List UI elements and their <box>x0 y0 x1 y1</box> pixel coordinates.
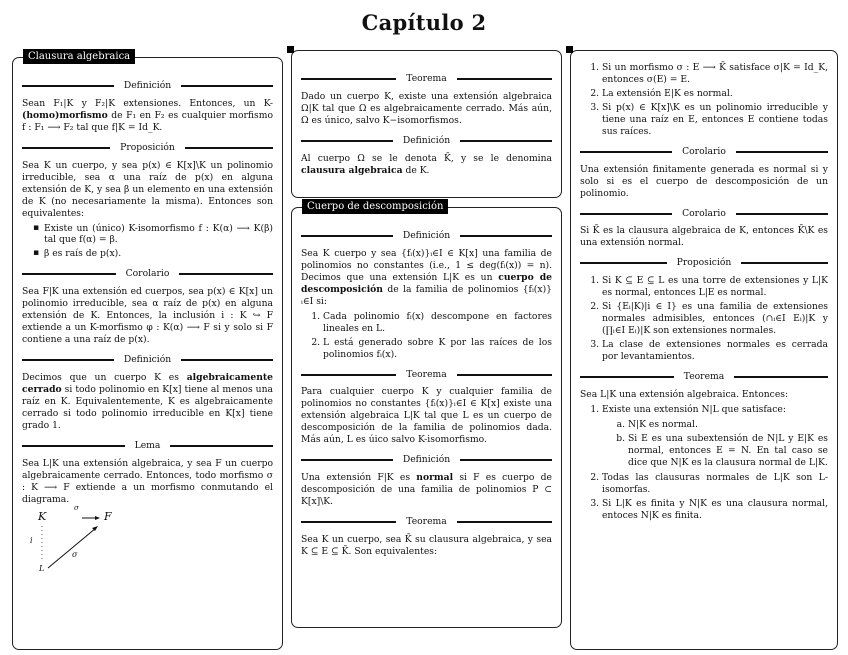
paragraph: Para cualquier cuerpo K y cualquier familia de polinomios no constantes {fᵢ(x)}ᵢ∈I ∈ K[x] existe una extensión algebraica L|K tal que L es un cuerpo de descomposición de la familia de polinomios dada. Más aún, L es úico salvo K-isomorfismo. <box>301 386 552 446</box>
paragraph: Al cuerpo Ω se le denota K̄, y se le denomina clausura algebraica de K. <box>301 152 552 176</box>
diagram-node-f: F <box>104 509 112 523</box>
sub-list <box>602 419 828 469</box>
section-label-descomposicion: Cuerpo de descomposición <box>302 199 448 214</box>
numbered-list <box>580 62 828 138</box>
list-item: 1. Existe una extensión N|L que satisface: a. N|K es normal. b. Si E es una subextensión de N|L y E|K es normal, entonces E = N. En tal caso se dice que N|K es la clausura normal de L|K. <box>602 404 828 469</box>
list-item: 2. Todas las clausuras normales de L|K son L-isomorfas. <box>602 472 828 496</box>
list-item: 3. Si L|K es finita y N|K es una clausura normal, entoces N|K es finita. <box>602 498 828 522</box>
header-proposicion: Proposición <box>580 257 828 269</box>
column-clausura <box>12 51 283 650</box>
corner-marker <box>287 46 294 53</box>
header-definicion: Definición <box>301 454 552 466</box>
commutative-diagram <box>22 503 273 580</box>
header-definicion: Definición <box>301 230 552 242</box>
diagram-label-i: i <box>30 535 33 545</box>
header-teorema: Teorema <box>301 516 552 528</box>
column-normales <box>570 50 838 650</box>
list-item: 2. La extensión E|K es normal. <box>602 88 828 100</box>
header-definicion: Definición <box>22 354 273 366</box>
numbered-list <box>301 311 552 361</box>
corner-marker <box>566 46 573 53</box>
list-item: ▪ β es raís de p(x). <box>44 248 273 260</box>
header-definicion: Definición <box>22 80 273 92</box>
list-item: 1. Cada polinomio fᵢ(x) descompone en factores lineales en L. <box>323 311 552 335</box>
paragraph: Si K̄ es la clausura algebraica de K, entonces K̄\K es una extensión normal. <box>580 225 828 249</box>
numbered-list <box>580 275 828 363</box>
paragraph: Sea L|K una extensión algebraica. Entonces: <box>580 388 789 400</box>
paragraph: Sean F₁|K y F₂|K extensiones. Entonces, un K- (homo)morfismo de F₁ en F₂ es cualquier morfismo f : F₁ ⟶ F₂ tal que f|K = Id_K. <box>22 97 274 133</box>
diagram-label-sigma: σ <box>72 549 78 559</box>
header-teorema: Teorema <box>580 371 828 383</box>
header-lema: Lema <box>22 440 273 452</box>
list-item: 2. L está generado sobre K por las raíces de los polinomios fᵢ(x). <box>323 337 552 361</box>
list-item: 1. Si un morfismo σ : E ⟶ K̄ satisface σ|K = Id_K, entonces σ(E) = E. <box>602 62 828 86</box>
header-proposicion: Proposición <box>22 142 273 154</box>
diagram-label-sigma: σ <box>74 503 79 512</box>
header-teorema: Teorema <box>301 369 552 381</box>
paragraph: Dado un cuerpo K, existe una extensión algebraica Ω|K tal que Ω es algebraicamente cerrado. Más aún, Ω es único, salvo K−isomorfismos. <box>301 90 552 126</box>
diagram-arrows <box>22 510 132 580</box>
paragraph: Una extensión F|K es normal si F es cuerpo de descomposición de una familia de polinomios P ⊂ K[x]\K. <box>301 472 552 508</box>
diagram-node-k: K <box>38 509 47 523</box>
column-teorema-clausura <box>291 50 562 198</box>
section-label-clausura: Clausura algebraica <box>23 49 135 64</box>
diagram-node-l: L <box>39 563 45 573</box>
paragraph: Sea F|K una extensión ed cuerpos, sea p(x) ∈ K[x] un polinomio irreducible, sea α raíz de p(x) en alguna extensión de K. Entonces, la inclusión i : K ↪ F extiende a un K-morfismo φ : K(α) ⟶ F si y solo si F contiene a una raíz de p(x). <box>22 286 273 346</box>
header-corolario: Corolario <box>22 268 273 280</box>
list-item: ▪ Existe un (único) K-isomorfismo f : K(α) ⟶ K(β) tal que f(α) = β. <box>44 223 273 247</box>
column-descomposicion <box>291 201 562 628</box>
list-item: 1. Si K ⊆ E ⊆ L es una torre de extensiones y L|K es normal, entonces L|E es normal. <box>602 275 828 299</box>
paragraph: Una extensión finitamente generada es normal si y solo si es el cuerpo de descomposición de un polinomio. <box>580 163 828 199</box>
header-teorema: Teorema <box>301 73 552 85</box>
paragraph: Sea K un cuerpo, sea K̄ su clausura algebraica, y sea K ⊆ E ⊆ K̄. Son equivalentes: <box>301 534 552 557</box>
paragraph: Sea K cuerpo y sea {fᵢ(x)}ᵢ∈I ∈ K[x] una familia de polinomios no constantes (i.e., 1 ≤ deg(fᵢ(x)) = n). Decimos que una extensión L|K es un cuerpo de descomposición de la familia de polinomios {fᵢ(x)}ᵢ∈I si: <box>301 247 552 307</box>
header-definicion: Definición <box>301 135 552 147</box>
list-item: a. N|K es normal. <box>628 419 828 431</box>
list-item: 3. La clase de extensiones normales es cerrada por levantamientos. <box>602 339 828 363</box>
page-title: Capítulo 2 <box>361 10 487 35</box>
list-item: b. Si E es una subextensión de N|L y E|K es normal, entonces E = N. En tal caso se dice que N|K es la clausura normal de L|K. <box>628 433 828 469</box>
bullet-list <box>22 223 273 261</box>
paragraph: Sea L|K una extensión algebraica, y sea F un cuerpo algebraicamente cerrado. Entonces, todo morfismo σ : K ⟶ F extiende a un morfismo conmutando el diagrama. <box>22 457 273 505</box>
numbered-list <box>580 404 828 522</box>
list-item: 2. Si {Eᵢ|K)|i ∈ I} es una familia de extensiones normales admisibles, entonces (∩ᵢ∈I Eᵢ)|K y (∏ᵢ∈I Eᵢ)|K son extensiones normales. <box>602 301 828 337</box>
header-corolario: Corolario <box>580 208 828 220</box>
header-corolario: Corolario <box>580 146 828 158</box>
paragraph: Sea K un cuerpo, y sea p(x) ∈ K[x]\K un polinomio irreducible, sea α una raíz de p(x) en alguna extensión de K, y sea β un elemento en una extensión de K (no necesariamente la misma). Entonces son equivalentes: <box>22 159 273 219</box>
paragraph: Decimos que un cuerpo K es algebraicamente cerrado si todo polinomio en K[x] tiene al menos una raíz en K. Equivalentemente, K es algebraicamente cerrado si todo polinomio irreducible en K[x] tiene grado 1. <box>22 372 274 431</box>
list-item: 3. Si p(x) ∈ K[x]\K es un polinomio irreducible y tiene una raíz en E, entonces E contiene todas sus raíces. <box>602 102 828 138</box>
